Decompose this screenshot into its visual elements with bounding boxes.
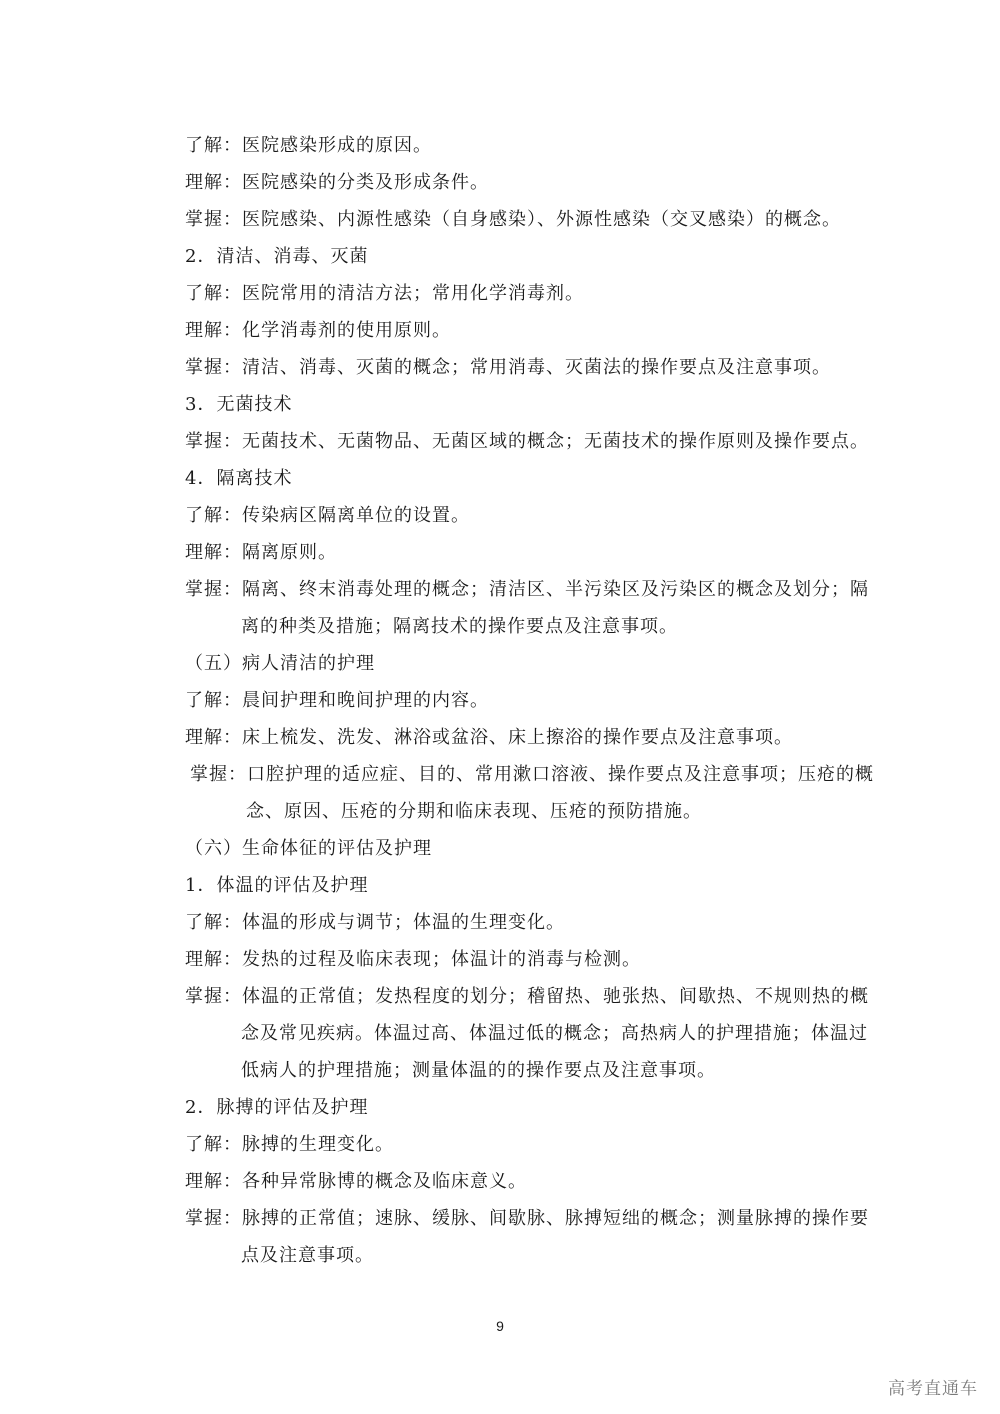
text-line-continuation: 点及注意事项。	[241, 1245, 374, 1266]
section-heading: 2．脉搏的评估及护理	[185, 1097, 369, 1118]
text-line: 掌握：清洁、消毒、灭菌的概念；常用消毒、灭菌法的操作要点及注意事项。	[185, 357, 831, 378]
text-line: 理解：化学消毒剂的使用原则。	[185, 320, 451, 341]
text-line: 理解：发热的过程及临床表现；体温计的消毒与检测。	[185, 949, 641, 970]
text-line: 了解：医院感染形成的原因。	[185, 135, 432, 156]
text-line: 掌握：口腔护理的适应症、目的、常用漱口溶液、操作要点及注意事项；压疮的概	[190, 764, 874, 785]
text-line-continuation: 念、原因、压疮的分期和临床表现、压疮的预防措施。	[246, 801, 702, 822]
text-line: 掌握：隔离、终末消毒处理的概念；清洁区、半污染区及污染区的概念及划分；隔	[185, 579, 869, 600]
text-line: 了解：脉搏的生理变化。	[185, 1134, 394, 1155]
section-heading: 4．隔离技术	[185, 468, 293, 489]
text-line: 了解：传染病区隔离单位的设置。	[185, 505, 470, 526]
text-line: 理解：隔离原则。	[185, 542, 337, 563]
watermark: 高考直通车	[888, 1379, 978, 1399]
text-line-continuation: 低病人的护理措施；测量体温的的操作要点及注意事项。	[241, 1060, 716, 1081]
text-line: 了解：医院常用的清洁方法；常用化学消毒剂。	[185, 283, 584, 304]
text-line: 掌握：脉搏的正常值；速脉、缓脉、间歇脉、脉搏短绌的概念；测量脉搏的操作要	[185, 1208, 869, 1229]
section-heading: （六）生命体征的评估及护理	[185, 838, 432, 859]
page-number: 9	[496, 1318, 504, 1334]
section-heading: 1．体温的评估及护理	[185, 875, 369, 896]
section-heading: （五）病人清洁的护理	[185, 653, 375, 674]
text-line: 掌握：体温的正常值；发热程度的划分；稽留热、驰张热、间歇热、不规则热的概	[185, 986, 869, 1007]
text-line: 掌握：医院感染、内源性感染（自身感染）、外源性感染（交叉感染）的概念。	[185, 209, 841, 230]
text-line-continuation: 念及常见疾病。体温过高、体温过低的概念；高热病人的护理措施；体温过	[241, 1023, 868, 1044]
text-line: 理解：床上梳发、洗发、淋浴或盆浴、床上擦浴的操作要点及注意事项。	[185, 727, 793, 748]
text-line: 理解：各种异常脉博的概念及临床意义。	[185, 1171, 527, 1192]
text-line-continuation: 离的种类及措施；隔离技术的操作要点及注意事项。	[241, 616, 678, 637]
section-heading: 3．无菌技术	[185, 394, 293, 415]
section-heading: 2．清洁、消毒、灭菌	[185, 246, 369, 267]
text-line: 理解：医院感染的分类及形成条件。	[185, 172, 489, 193]
text-line: 了解：体温的形成与调节；体温的生理变化。	[185, 912, 565, 933]
text-line: 掌握：无菌技术、无菌物品、无菌区域的概念；无菌技术的操作原则及操作要点。	[185, 431, 869, 452]
text-line: 了解：晨间护理和晚间护理的内容。	[185, 690, 489, 711]
